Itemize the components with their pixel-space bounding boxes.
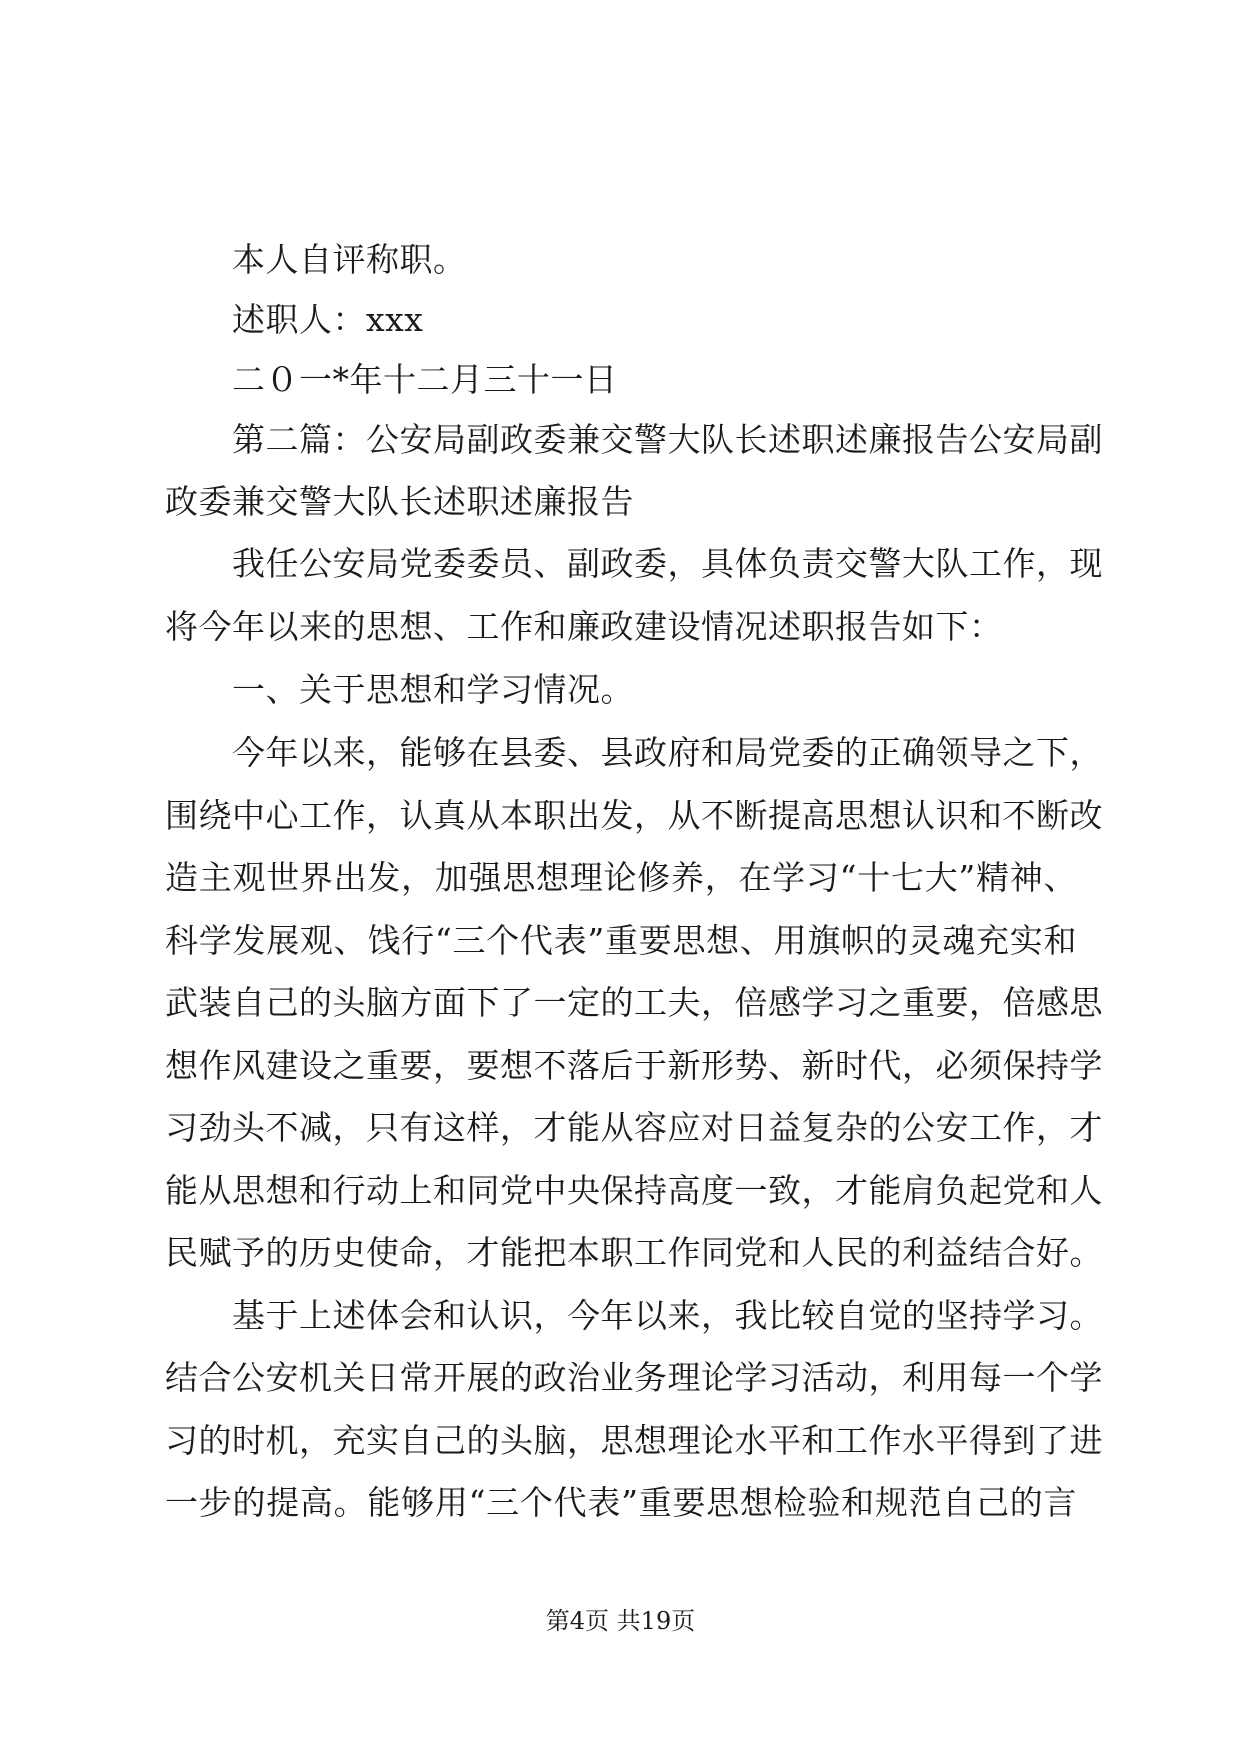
text-line: 习的时机，充实自己的头脑，思想理论水平和工作水平得到了进 — [165, 1421, 1103, 1460]
text-line: 述职人：xxx — [232, 300, 424, 339]
text-line: 结合公安机关日常开展的政治业务理论学习活动，利用每一个学 — [165, 1358, 1103, 1397]
text-line: 二０一*年十二月三十一日 — [232, 360, 618, 399]
text-line: 我任公安局党委委员、副政委，具体负责交警大队工作，现 — [232, 544, 1103, 583]
text-line: 基于上述体会和认识，今年以来，我比较自觉的坚持学习。 — [232, 1296, 1103, 1335]
text-line: 围绕中心工作，认真从本职出发，从不断提高思想认识和不断改 — [165, 796, 1103, 835]
page-number-footer: 第4页 共19页 — [545, 1607, 696, 1635]
text-line: 能从思想和行动上和同党中央保持高度一致，才能肩负起党和人 — [165, 1171, 1103, 1210]
text-line: 本人自评称职。 — [232, 240, 467, 279]
text-line: 今年以来，能够在县委、县政府和局党委的正确领导之下， — [232, 733, 1103, 772]
text-line: 造主观世界出发，加强思想理论修养，在学习“十七大”精神、 — [165, 858, 1077, 897]
text-line: 想作风建设之重要，要想不落后于新形势、新时代，必须保持学 — [165, 1046, 1103, 1085]
text-line: 科学发展观、饯行“三个代表”重要思想、用旗帜的灵魂充实和 — [165, 921, 1077, 960]
text-line: 将今年以来的思想、工作和廉政建设情况述职报告如下： — [165, 607, 1003, 646]
text-line: 习劲头不减，只有这样，才能从容应对日益复杂的公安工作，才 — [165, 1108, 1103, 1147]
text-line: 一、关于思想和学习情况。 — [232, 670, 634, 709]
text-line: 第二篇：公安局副政委兼交警大队长述职述廉报告公安局副 — [232, 420, 1103, 459]
text-line: 武装自己的头脑方面下了一定的工夫，倍感学习之重要，倍感思 — [165, 983, 1103, 1022]
text-line: 政委兼交警大队长述职述廉报告 — [165, 482, 634, 521]
text-line: 民赋予的历史使命，才能把本职工作同党和人民的利益结合好。 — [165, 1233, 1103, 1272]
text-line: 一步的提高。能够用“三个代表”重要思想检验和规范自己的言 — [165, 1483, 1077, 1522]
